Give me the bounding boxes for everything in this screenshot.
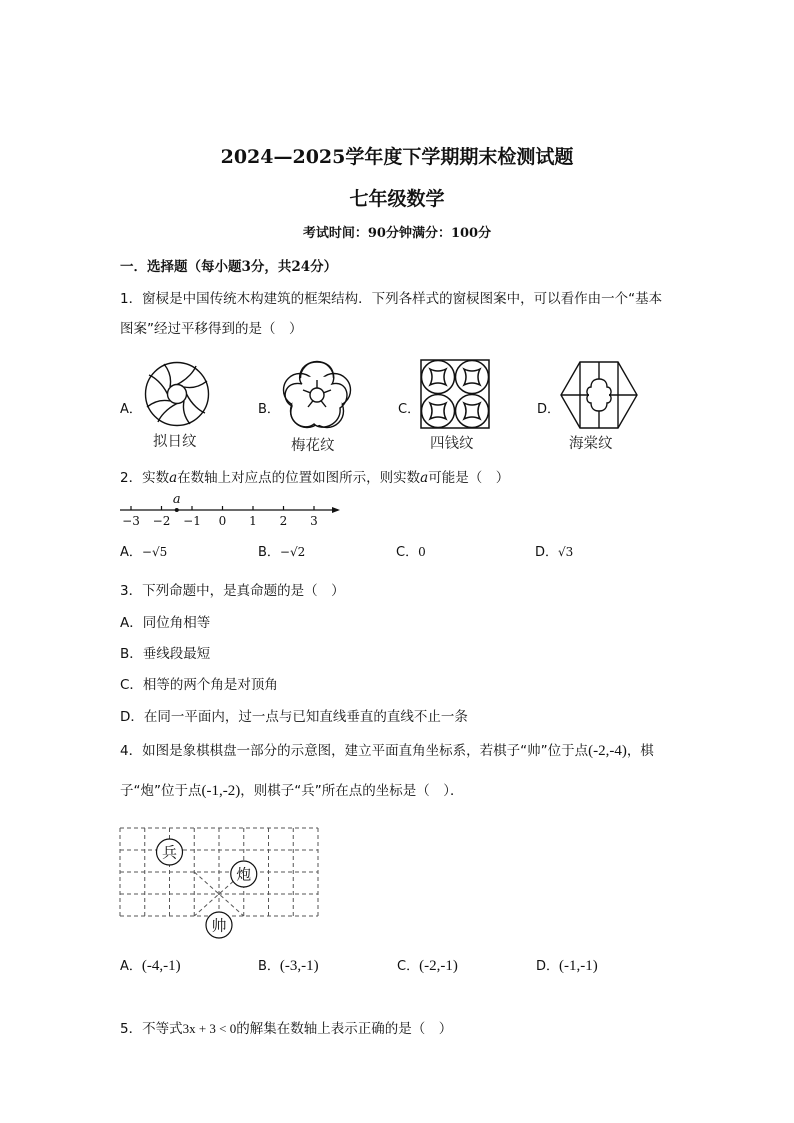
- q2-suffix: 可能是（ ）: [428, 470, 510, 486]
- q4-option-b: B．(-3,-1): [258, 958, 319, 974]
- q3-option-a: A．同位角相等: [120, 615, 211, 631]
- number-line-tick-label: 0: [218, 514, 227, 528]
- number-line-tick-label: −1: [183, 514, 201, 528]
- q1-caption-b: 梅花纹: [291, 438, 335, 454]
- q5-inequality: 3x + 3 < 0: [182, 1021, 237, 1036]
- q1-option-b-letter: B．: [258, 402, 280, 417]
- q4-line2: 子“炮”位于点(-1,-2)，则棋子“兵”所在点的坐标是（ ）．: [120, 783, 464, 799]
- exam-title: 2024—2025学年度下学期期末检测试题: [220, 146, 574, 168]
- hexagon-begonia-icon: [560, 361, 638, 429]
- number-line-tick-label: 1: [249, 514, 257, 528]
- q4-line1: 4．如图是象棋棋盘一部分的示意图，建立平面直角坐标系，若棋子“帅”位于点(-2,-4)，棋: [120, 743, 654, 759]
- exam-info: 考试时间：90分钟满分：100分: [302, 226, 492, 241]
- q1-line1: 1．窗棂是中国传统木构建筑的框架结构．下列各样式的窗棂图案中，可以看作由一个“基本: [120, 291, 663, 307]
- q1-caption-a: 拟日纹: [153, 434, 197, 450]
- q2-option-b: B．−√2: [258, 545, 306, 560]
- q2-prefix: 2．实数: [120, 470, 170, 486]
- piece-bing-label: 兵: [161, 843, 178, 862]
- q2-var-a-2: a: [420, 470, 429, 486]
- q2-option-a: A．−√5: [120, 545, 168, 560]
- q2-option-c: C．0: [396, 545, 426, 560]
- pinwheel-circle-icon: [144, 361, 210, 427]
- number-line-tick-label: −3: [122, 514, 140, 528]
- chessboard-diagram: [118, 826, 323, 941]
- q1-caption-d: 海棠纹: [569, 436, 613, 452]
- q3-option-c: C．相等的两个角是对顶角: [120, 677, 278, 693]
- q2-option-d: D．√3: [535, 545, 574, 560]
- q2-stem: [120, 466, 509, 486]
- number-line-point-a: [175, 508, 179, 512]
- q2-middle: 在数轴上对应点的位置如图所示，则实数: [177, 470, 421, 486]
- q1-line2: 图案”经过平移得到的是（ ）: [120, 321, 303, 337]
- q4-coord-shuai: (-2,-4): [588, 743, 627, 759]
- q4-option-c: C．(-2,-1): [397, 958, 458, 974]
- number-line-tick-label: 2: [279, 514, 288, 528]
- exam-subtitle: 七年级数学: [349, 188, 445, 210]
- q4-option-a: A．(-4,-1): [120, 958, 181, 974]
- piece-pao-label: 炮: [236, 865, 252, 884]
- q5-stem: 5．不等式3x + 3 < 0的解集在数轴上表示正确的是（ ）: [120, 1021, 453, 1037]
- number-line-tick-label: 3: [310, 514, 318, 528]
- q4-option-d: D．(-1,-1): [536, 958, 598, 974]
- section-heading: 一．选择题（每小题3分，共24分）: [120, 259, 338, 275]
- q1-option-c-letter: C．: [398, 402, 421, 417]
- plum-blossom-icon: [280, 358, 354, 432]
- q3-stem: 3．下列命题中，是真命题的是（ ）: [120, 583, 345, 599]
- q1-option-a-letter: A．: [120, 402, 142, 417]
- number-line-label-a: a: [172, 492, 181, 507]
- q1-caption-c: 四钱纹: [430, 436, 474, 452]
- piece-shuai-label: 帅: [211, 916, 227, 935]
- q4-coord-pao: (-1,-2): [201, 783, 241, 799]
- number-line-tick-label: −2: [152, 514, 171, 528]
- q2-var-a: a: [169, 470, 178, 486]
- q3-option-d: D．在同一平面内，过一点与已知直线垂直的直线不止一条: [120, 709, 468, 725]
- four-coins-icon: [420, 359, 490, 429]
- number-line: [118, 490, 348, 530]
- q3-option-b: B．垂线段最短: [120, 646, 211, 662]
- q1-option-d-letter: D．: [537, 402, 561, 417]
